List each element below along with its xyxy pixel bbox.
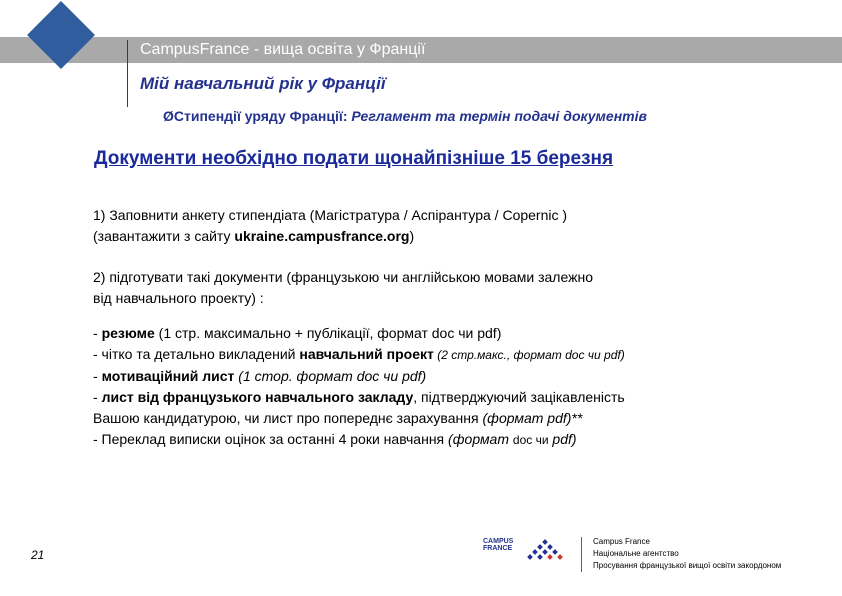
list-item-bold: резюме bbox=[101, 325, 155, 341]
step-1 bbox=[93, 205, 813, 247]
list-item-text: - Переклад виписки оцінок за останні 4 роки навчання bbox=[93, 431, 449, 447]
documents-list bbox=[93, 323, 813, 451]
step-1-line-2 bbox=[93, 226, 813, 247]
list-item-bold: навчальний проект bbox=[299, 346, 434, 362]
logo-dots-icon bbox=[527, 538, 567, 566]
list-dash: - bbox=[93, 368, 102, 384]
list-item bbox=[93, 387, 813, 408]
footer-divider bbox=[581, 537, 582, 572]
step-2 bbox=[93, 267, 813, 309]
footer-org-line-1: Campus France bbox=[593, 537, 650, 546]
footer-organization bbox=[593, 536, 781, 572]
deadline-heading: Документи необхідно подати щонайпізніше 15 березня bbox=[94, 148, 614, 169]
step-1-line-1: 1) Заповнити анкету стипендіата (Магістратура / Аспірантура / Copernic ) bbox=[93, 207, 568, 223]
list-item-italic: (1 стор. формат doc чи pdf) bbox=[234, 368, 427, 384]
list-item-bold: лист від французького навчального закладу bbox=[101, 389, 414, 405]
list-item-italic: pdf) bbox=[548, 431, 577, 447]
website-link[interactable]: ukraine.campusfrance.org bbox=[234, 228, 410, 244]
footer-org-line-2: Національне агентство bbox=[593, 549, 679, 558]
subtitle-bold: Стипендії уряду Франції: bbox=[173, 108, 348, 124]
list-item-italic: (формат bbox=[448, 431, 513, 447]
list-item-text: Вашою кандидатурою, чи лист про попереднє зарахування bbox=[93, 410, 483, 426]
step-2-line-2: від навчального проекту) : bbox=[93, 290, 264, 306]
list-item-text: (1 стр. максимально + публікації, формат doc чи pdf) bbox=[154, 325, 502, 341]
list-item bbox=[93, 408, 813, 429]
subtitle-italic: Регламент та термін подачі документів bbox=[351, 108, 647, 124]
list-item bbox=[93, 429, 813, 451]
list-item-small: doc чи bbox=[512, 433, 549, 447]
list-item-text: - чітко та детально викладений bbox=[93, 346, 300, 362]
list-item-italic: (формат pdf)** bbox=[482, 410, 583, 426]
step-2-line-1: 2) підготувати такі документи (французькою чи англійською мовами залежно bbox=[93, 269, 593, 285]
header-divider bbox=[127, 40, 128, 107]
slide-title: Мій навчальний рік у Франції bbox=[140, 74, 386, 93]
header-title: CampusFrance - вища освіта у Франції bbox=[140, 41, 426, 58]
list-item bbox=[93, 344, 813, 366]
list-item bbox=[93, 323, 813, 344]
bullet-arrow-icon: Ø bbox=[163, 108, 174, 124]
footer-org-line-3: Просування французької вищої освіти закордоном bbox=[593, 561, 782, 570]
step-1-suffix: ) bbox=[409, 228, 415, 244]
step-1-prefix: (завантажити з сайту bbox=[93, 228, 235, 244]
list-item-bold: мотиваційний лист bbox=[101, 368, 235, 384]
list-item bbox=[93, 366, 813, 387]
subtitle bbox=[163, 108, 647, 124]
logo-word-1: CAMPUS bbox=[483, 538, 514, 545]
list-item-text: , підтверджуючий зацікавленість bbox=[413, 389, 625, 405]
list-dash: - bbox=[93, 325, 102, 341]
page-number: 21 bbox=[31, 548, 45, 562]
logo-word-2: FRANCE bbox=[483, 545, 513, 552]
list-item-italic: (2 стр.макс., формат doc чи pdf) bbox=[433, 348, 625, 362]
list-dash: - bbox=[93, 389, 102, 405]
